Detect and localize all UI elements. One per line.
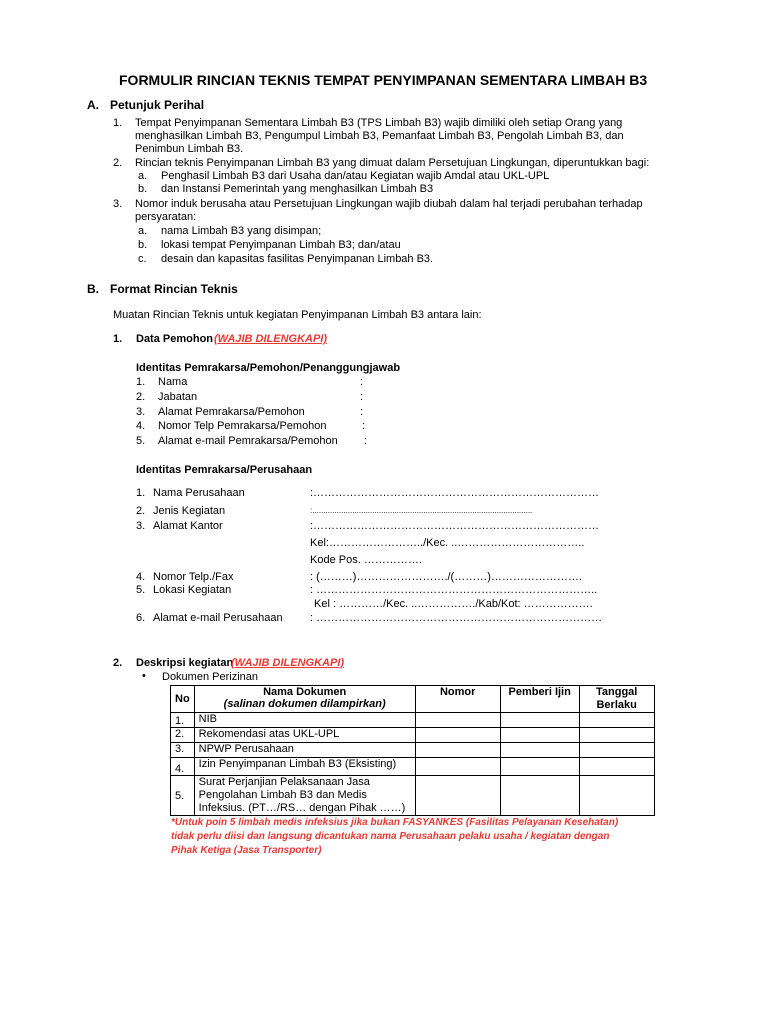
row-pemberi-cell[interactable] <box>500 776 579 816</box>
col-header-nama-sub: (salinan dokumen dilampirkan) <box>223 698 386 710</box>
row-document-name: Rekomendasi atas UKL-UPL <box>194 728 415 743</box>
activity-location-field[interactable]: : ………………………………………………………………….. <box>310 584 598 596</box>
row-number: 3. <box>171 743 195 758</box>
field-label-activity-location: Lokasi Kegiatan <box>153 584 232 596</box>
field-number: 5. <box>136 435 146 447</box>
page-title: FORMULIR RINCIAN TEKNIS TEMPAT PENYIMPANAN SEMENTARA LIMBAH B3 <box>119 72 648 88</box>
bullet-icon: • <box>142 670 146 682</box>
field-number: 2. <box>136 391 146 403</box>
sub-item-letter: b. <box>138 239 148 251</box>
field-number: 1. <box>136 376 146 388</box>
location-kel-kec-kab-field[interactable]: Kel : …………/Kec. ..……………./Kab/Kot: ………………. <box>314 598 593 610</box>
row-tanggal-cell[interactable] <box>579 743 654 758</box>
sub-item-text: Penghasil Limbah B3 dari Usaha dan/atau Kegiatan wajib Amdal atau UKL-UPL <box>161 170 550 182</box>
office-address-field[interactable]: :…………………………………………………………………… <box>310 520 600 532</box>
col-header-nomor: Nomor <box>415 686 500 713</box>
part-2-heading: Deskripsi kegiatan <box>136 657 234 669</box>
row-pemberi-cell[interactable] <box>500 713 579 728</box>
permit-documents-table <box>170 685 655 816</box>
table-row <box>171 776 655 816</box>
field-colon: : <box>360 391 364 403</box>
field-label-company-email: Alamat e-mail Perusahaan <box>153 612 283 624</box>
row-document-name: Izin Penyimpanan Limbah B3 (Eksisting) <box>194 758 415 776</box>
phone-fax-field[interactable]: : (………)……………………./(………)……………………. <box>310 571 582 583</box>
item-text: Nomor induk berusaha atau Persetujuan Lingkungan wajib diubah dalam hal terjadi perubahan terhadap <box>135 198 643 210</box>
item-number: 2. <box>113 157 123 169</box>
office-kel-kec-field[interactable]: Kel:……………………../Kec. ..…………………………….. <box>310 537 585 549</box>
part-2-number: 2. <box>113 657 123 669</box>
field-label-email: Alamat e-mail Pemrakarsa/Pemohon <box>158 435 338 447</box>
sub-item-text: nama Limbah B3 yang disimpan; <box>161 225 322 237</box>
field-label-phone-fax: Nomor Telp./Fax <box>153 571 234 583</box>
field-number: 2. <box>136 505 146 517</box>
row-nomor-cell[interactable] <box>415 713 500 728</box>
sub-item-text: desain dan kapasitas fasilitas Penyimpanan Limbah B3. <box>161 253 434 265</box>
footnote-line: Pihak Ketiga (Jasa Transporter) <box>171 845 322 856</box>
col-header-pemberi: Pemberi Ijin <box>500 686 579 713</box>
row-number: 4. <box>171 758 195 776</box>
row-number: 2. <box>171 728 195 743</box>
col-header-nama-title: Nama Dokumen <box>263 686 347 698</box>
table-row <box>171 728 655 743</box>
item-text: menghasilkan Limbah B3, Pengumpul Limbah B3, Pemanfaat Limbah B3, Pengolah Limbah B3, dan <box>135 130 624 142</box>
field-colon: : <box>362 420 366 432</box>
field-colon: : <box>360 406 364 418</box>
row-document-name: Surat Perjanjian Pelaksanaan Jasa Pengolahan Limbah B3 dan Medis Infeksius. (PT…/RS… dengan Pihak ……) <box>194 776 415 816</box>
row-document-name: NIB <box>194 713 415 728</box>
row-pemberi-cell[interactable] <box>500 728 579 743</box>
field-label-nama: Nama <box>158 376 188 388</box>
footnote-line: tidak perlu diisi dan langsung dicantukan nama Perusahaan pelaku usaha / kegiatan dengan <box>171 831 610 842</box>
field-number: 4. <box>136 571 146 583</box>
field-number: 3. <box>136 406 146 418</box>
field-number: 6. <box>136 612 146 624</box>
row-tanggal-cell[interactable] <box>579 713 654 728</box>
required-tag: (WAJIB DILENGKAPI) <box>231 657 345 669</box>
item-text: Penimbun Limbah B3. <box>135 143 244 155</box>
field-number: 3. <box>136 520 146 532</box>
row-nomor-cell[interactable] <box>415 728 500 743</box>
field-label-office-address: Alamat Kantor <box>153 520 223 532</box>
table-row <box>171 713 655 728</box>
row-number: 5. <box>171 776 195 816</box>
field-number: 4. <box>136 420 146 432</box>
field-number: 1. <box>136 487 146 499</box>
row-nomor-cell[interactable] <box>415 758 500 776</box>
sub-item-letter: c. <box>138 253 147 265</box>
bullet-label: Dokumen Perizinan <box>162 671 258 683</box>
sub-item-text: dan Instansi Pemerintah yang menghasilkan Limbah B3 <box>161 183 434 195</box>
col-header-nama <box>194 686 415 713</box>
sub-item-letter: a. <box>138 225 148 237</box>
item-number: 1. <box>113 117 123 129</box>
col-header-no: No <box>171 686 195 713</box>
field-colon: : <box>360 376 364 388</box>
section-b-heading: Format Rincian Teknis <box>110 282 238 296</box>
row-nomor-cell[interactable] <box>415 743 500 758</box>
company-heading: Identitas Pemrakarsa/Perusahaan <box>136 464 313 476</box>
company-name-field[interactable]: :…………………………………………………………………… <box>310 487 600 499</box>
row-tanggal-cell[interactable] <box>579 728 654 743</box>
section-b-intro: Muatan Rincian Teknis untuk kegiatan Penyimpanan Limbah B3 antara lain: <box>113 309 482 321</box>
field-number: 5. <box>136 584 146 596</box>
footnote-line: *Untuk poin 5 limbah medis infeksius jika bukan FASYANKES (Fasilitas Pelayanan Kesehatan) <box>171 817 619 828</box>
item-text: persyaratan: <box>135 211 197 223</box>
company-email-field[interactable]: : …………………………………………………………………… <box>310 612 603 624</box>
row-tanggal-cell[interactable] <box>579 776 654 816</box>
row-pemberi-cell[interactable] <box>500 743 579 758</box>
field-label-company-name: Nama Perusahaan <box>153 487 245 499</box>
table-row <box>171 758 655 776</box>
row-number: 1. <box>171 713 195 728</box>
part-1-number: 1. <box>113 333 123 345</box>
section-a-heading: Petunjuk Perihal <box>110 98 205 112</box>
row-tanggal-cell[interactable] <box>579 758 654 776</box>
required-tag: (WAJIB DILENGKAPI) <box>214 333 328 345</box>
item-text: Rincian teknis Penyimpanan Limbah B3 yang dimuat dalam Persetujuan Lingkungan, diperuntukkan bagi: <box>135 157 650 169</box>
sub-item-letter: b. <box>138 183 148 195</box>
office-postcode-field[interactable]: Kode Pos. ……………. <box>310 554 422 566</box>
row-document-name: NPWP Perusahaan <box>194 743 415 758</box>
identity-heading: Identitas Pemrakarsa/Pemohon/Penanggungjawab <box>136 362 401 374</box>
table-header-row <box>171 686 655 713</box>
table-row <box>171 743 655 758</box>
sub-item-text: lokasi tempat Penyimpanan Limbah B3; dan/atau <box>161 239 401 251</box>
section-b-label: B. <box>87 282 99 296</box>
row-pemberi-cell[interactable] <box>500 758 579 776</box>
field-label-activity-type: Jenis Kegiatan <box>153 505 226 517</box>
item-number: 3. <box>113 198 123 210</box>
activity-type-field[interactable]: :................................................................................................... <box>310 506 533 515</box>
row-nomor-cell[interactable] <box>415 776 500 816</box>
field-label-jabatan: Jabatan <box>158 391 198 403</box>
col-header-tanggal: Tanggal Berlaku <box>579 686 654 713</box>
field-label-telp: Nomor Telp Pemrakarsa/Pemohon <box>158 420 327 432</box>
section-a-label: A. <box>87 98 99 112</box>
field-label-alamat: Alamat Pemrakarsa/Pemohon <box>158 406 305 418</box>
part-1-heading: Data Pemohon <box>136 333 214 345</box>
sub-item-letter: a. <box>138 170 148 182</box>
field-colon: : <box>364 435 368 447</box>
item-text: Tempat Penyimpanan Sementara Limbah B3 (TPS Limbah B3) wajib dimiliki oleh setiap Orang yang <box>135 117 623 129</box>
